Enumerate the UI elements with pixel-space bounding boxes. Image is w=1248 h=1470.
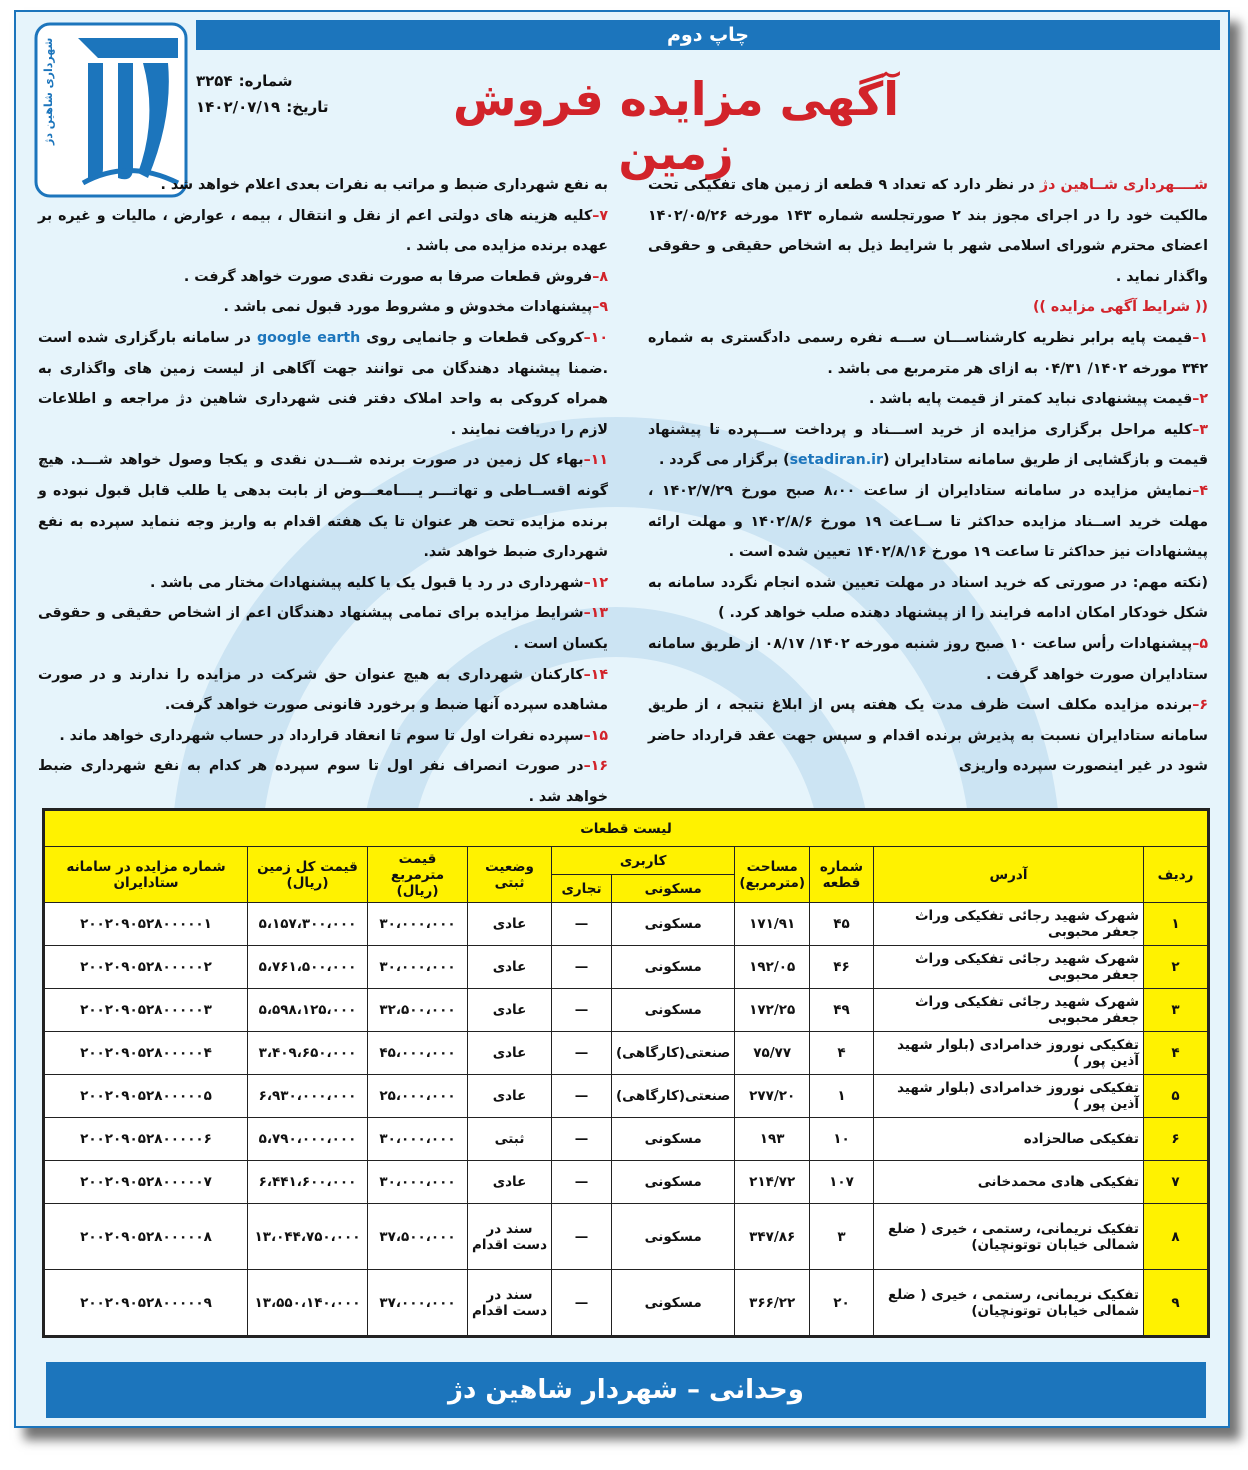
- condition-8: [38, 262, 608, 293]
- table-row: [45, 946, 1208, 989]
- logo-caption: شهرداری شاهین دژ: [42, 38, 55, 146]
- cell-area: ۱۹۳: [735, 1118, 810, 1161]
- condition-number: ۹–: [592, 299, 608, 316]
- condition-7: [38, 201, 608, 262]
- cell-area: ۷۵/۷۷: [735, 1032, 810, 1075]
- col-address: آدرس: [874, 847, 1144, 903]
- col-area: مساحت (مترمربع): [735, 847, 810, 903]
- cell-total-price: ۵،۷۶۱،۵۰۰،۰۰۰: [248, 946, 368, 989]
- cell-plot: ۱۰۷: [810, 1161, 874, 1204]
- table-row: [45, 989, 1208, 1032]
- intro-paragraph: [648, 170, 1208, 292]
- cell-price-per-m: ۳۰،۰۰۰،۰۰۰: [368, 903, 468, 946]
- cell-plot: ۱: [810, 1075, 874, 1118]
- plots-table-body: [45, 903, 1208, 1336]
- conditions-title: (( شرایط آگهی مزایده )): [1032, 299, 1208, 316]
- cell-commercial: —: [552, 1161, 612, 1204]
- intro-text: در نظر دارد که تعداد ۹ قطعه از زمین های تفکیکی تحت مالکیت خود را در اجرای مجوز بند ۲ صورتجلسه شماره ۱۴۳ مورخه ۱۴۰۲/۰۵/۲۶ اعضای محترم شورای اسلامی شهر با شرایط ذیل به اشخاص حقیقی و حقوقی واگذار نماید .: [648, 177, 1208, 285]
- plots-table: [44, 810, 1208, 1336]
- cell-total-price: ۱۳،۵۵۰،۱۴۰،۰۰۰: [248, 1270, 368, 1336]
- condition-1: [648, 323, 1208, 384]
- cell-auction-no: ۲۰۰۲۰۹۰۵۲۸۰۰۰۰۰۸: [45, 1204, 248, 1270]
- cell-row: ۳: [1144, 989, 1208, 1032]
- cell-usage: مسکونی: [612, 1204, 735, 1270]
- col-plot: شماره قطعه: [810, 847, 874, 903]
- cell-total-price: ۶،۹۳۰،۰۰۰،۰۰۰: [248, 1075, 368, 1118]
- cell-total-price: ۶،۴۴۱،۶۰۰،۰۰۰: [248, 1161, 368, 1204]
- condition-14: [38, 660, 608, 721]
- condition-number: ۳–: [1192, 421, 1208, 438]
- condition-text: کروکی قطعات و جانمایی روی: [360, 329, 584, 346]
- condition-text: نمایش مزایده در سامانه ستادایران از ساعت ۸،۰۰ صبح مورخ ۱۴۰۲/۷/۲۹ ، مهلت خرید اســناد مزایده حداکثر تا ســاعت ۱۹ مورخ ۱۴۰۲/۸/۶ و مهلت ارائه پیشنهادات نیز حداکثر تا ساعت ۱۹ مورخ ۱۴۰۲/۸/۱۶ تعیین شده است .: [648, 482, 1209, 561]
- cell-auction-no: ۲۰۰۲۰۹۰۵۲۸۰۰۰۰۰۴: [45, 1032, 248, 1075]
- condition-text: ) برگزار می گردد .: [658, 452, 790, 469]
- cell-address: شهرک شهید رجائی تفکیکی وراث جعفر محبوبی: [874, 989, 1144, 1032]
- col-auction-number: شماره مزایده در سامانه ستادایران: [45, 847, 248, 903]
- cell-row: ۶: [1144, 1118, 1208, 1161]
- notice-date-row: [196, 94, 376, 120]
- condition-5: [648, 629, 1208, 690]
- col-row: ردیف: [1144, 847, 1208, 903]
- cell-total-price: ۳،۴۰۹،۶۵۰،۰۰۰: [248, 1032, 368, 1075]
- condition-number: ۱۳–: [583, 605, 608, 622]
- cell-commercial: —: [552, 1118, 612, 1161]
- cell-usage: مسکونی: [612, 989, 735, 1032]
- cell-auction-no: ۲۰۰۲۰۹۰۵۲۸۰۰۰۰۰۱: [45, 903, 248, 946]
- notice-meta: [196, 68, 376, 120]
- cell-status: عادی: [468, 1075, 552, 1118]
- advertisement-frame: [14, 10, 1230, 1428]
- cell-row: ۵: [1144, 1075, 1208, 1118]
- cell-total-price: ۵،۱۵۷،۳۰۰،۰۰۰: [248, 903, 368, 946]
- condition-number: ۲–: [1192, 391, 1208, 408]
- cell-row: ۲: [1144, 946, 1208, 989]
- cell-auction-no: ۲۰۰۲۰۹۰۵۲۸۰۰۰۰۰۶: [45, 1118, 248, 1161]
- mayor-signature-bar: وحدانی – شهردار شاهین دژ: [46, 1362, 1206, 1418]
- condition-number: ۱۲–: [583, 574, 608, 591]
- condition-text: شهرداری در رد یا قبول یک یا کلیه پیشنهادات مختار می باشد .: [150, 574, 584, 591]
- cell-usage: مسکونی: [612, 1118, 735, 1161]
- col-residential: مسکونی: [612, 875, 735, 903]
- condition-number: ۶–: [1192, 697, 1208, 714]
- cell-status: عادی: [468, 903, 552, 946]
- table-title: لیست قطعات: [45, 811, 1208, 847]
- cell-row: ۱: [1144, 903, 1208, 946]
- condition-text: شرایط مزایده برای تمامی پیشنهاد دهندگان اعم از اشخاص حقیقی و حقوقی یکسان است .: [38, 605, 608, 652]
- condition-10: [38, 323, 608, 445]
- plots-table-container: [42, 808, 1210, 1338]
- cell-auction-no: ۲۰۰۲۰۹۰۵۲۸۰۰۰۰۰۹: [45, 1270, 248, 1336]
- cell-price-per-m: ۳۰،۰۰۰،۰۰۰: [368, 1118, 468, 1161]
- cell-commercial: —: [552, 946, 612, 989]
- cell-plot: ۴: [810, 1032, 874, 1075]
- condition-9: [38, 292, 608, 323]
- condition-3: [648, 415, 1208, 476]
- condition-number: ۱۱–: [583, 452, 608, 469]
- condition-6-continued: به نفع شهرداری ضبط و مراتب به نفرات بعدی اعلام خواهد شد .: [160, 177, 608, 193]
- table-row: [45, 1270, 1208, 1336]
- cell-row: ۴: [1144, 1032, 1208, 1075]
- condition-text: بهاء کل زمین در صورت برنده شـــدن نقدی و یکجا وصول خواهد شـــد. هیچ گونه اقســاطی و تهاتـــر یــــامعـــوض از بابت بدهی یا طلب قابل قبول نبوده و برنده مزایده تحت هر عنوان تا یک هفته اقدام به واریز وجه ننماید سپرده به نفع شهرداری ضبط خواهد شد.: [38, 452, 608, 561]
- table-row: [45, 1161, 1208, 1204]
- cell-plot: ۴۹: [810, 989, 874, 1032]
- condition-text: فروش قطعات صرفا به صورت نقدی صورت خواهد گرفت .: [183, 268, 593, 285]
- col-status: وضعیت ثبتی: [468, 847, 552, 903]
- table-row: [45, 903, 1208, 946]
- important-note: (نکته مهم: در صورتی که خرید اسناد در مهلت تعیین شده انجام نگردد سامانه به شکل خودکار امکان ادامه فرایند را از پیشنهاد دهنده صلب خواهد کرد. ): [648, 574, 1208, 622]
- notice-date-label: تاریخ:: [286, 98, 329, 116]
- condition-text: قیمت پیشنهادی نباید کمتر از قیمت پایه باشد .: [869, 391, 1193, 408]
- condition-text: کارکنان شهرداری به هیچ عنوان حق شرکت در مزایده را ندارند و در صورت مشاهده سپرده آنها ضبط و برخورد قانونی صورت خواهد گرفت.: [38, 666, 608, 714]
- cell-auction-no: ۲۰۰۲۰۹۰۵۲۸۰۰۰۰۰۷: [45, 1161, 248, 1204]
- conditions-column-right: [648, 170, 1208, 782]
- cell-commercial: —: [552, 1075, 612, 1118]
- condition-number: ۸–: [592, 268, 608, 285]
- cell-commercial: —: [552, 1270, 612, 1336]
- setadiran-link[interactable]: setadiran.ir: [789, 452, 883, 469]
- col-usage: کاربری: [552, 847, 735, 875]
- condition-4: [648, 476, 1208, 568]
- condition-text: در سامانه بارگزاری شده است .ضمنا پیشنهاد دهندگان می توانند جهت آگاهی از لیست زمین های واگذاری به همراه کروکی به واحد املاک دفتر فنی شهرداری شاهین دژ مراجعه و اطلاعات لازم را دریافت نمایند .: [38, 329, 608, 438]
- cell-address: شهرک شهید رجائی تفکیکی وراث جعفر محبوبی: [874, 903, 1144, 946]
- col-total-price: قیمت کل زمین (ریال): [248, 847, 368, 903]
- cell-price-per-m: ۳۲،۵۰۰،۰۰۰: [368, 989, 468, 1032]
- cell-area: ۲۱۴/۷۲: [735, 1161, 810, 1204]
- cell-area: ۲۷۷/۲۰: [735, 1075, 810, 1118]
- cell-total-price: ۵،۷۹۰،۰۰۰،۰۰۰: [248, 1118, 368, 1161]
- google-earth-link[interactable]: google earth: [256, 329, 361, 346]
- condition-number: ۱۴–: [583, 666, 608, 683]
- cell-row: ۹: [1144, 1270, 1208, 1336]
- cell-status: سند در دست اقدام: [468, 1204, 552, 1270]
- cell-price-per-m: ۴۵،۰۰۰،۰۰۰: [368, 1032, 468, 1075]
- condition-number: ۷–: [592, 207, 608, 224]
- print-edition-banner: چاپ دوم: [196, 20, 1220, 50]
- cell-price-per-m: ۳۰،۰۰۰،۰۰۰: [368, 946, 468, 989]
- cell-plot: ۲۰: [810, 1270, 874, 1336]
- cell-price-per-m: ۲۵،۰۰۰،۰۰۰: [368, 1075, 468, 1118]
- cell-price-per-m: ۳۷،۰۰۰،۰۰۰: [368, 1270, 468, 1336]
- cell-status: ثبتی: [468, 1118, 552, 1161]
- cell-commercial: —: [552, 1204, 612, 1270]
- cell-usage: مسکونی: [612, 903, 735, 946]
- cell-plot: ۴۵: [810, 903, 874, 946]
- cell-address: تفکیکی نوروز خدامرادی (بلوار شهید آذین پور ): [874, 1075, 1144, 1118]
- condition-16: [38, 751, 608, 812]
- cell-row: ۸: [1144, 1204, 1208, 1270]
- cell-area: ۳۶۶/۲۲: [735, 1270, 810, 1336]
- cell-auction-no: ۲۰۰۲۰۹۰۵۲۸۰۰۰۰۰۳: [45, 989, 248, 1032]
- condition-text: پیشنهادات رأس ساعت ۱۰ صبح روز شنبه مورخه ۱۴۰۲/ ۰۸/۱۷ از طریق سامانه ستادایران صورت خواهد گرفت .: [648, 635, 1208, 683]
- cell-address: تفکیکی هادی محمدخانی: [874, 1161, 1144, 1204]
- cell-total-price: ۵،۵۹۸،۱۲۵،۰۰۰: [248, 989, 368, 1032]
- condition-text: کلیه مراحل برگزاری مزایده از خرید اســـناد و پرداخت ســـپرده تا پیشنهاد قیمت و بازگشایی از طریق سامانه ستادایران (: [648, 421, 1208, 469]
- cell-status: عادی: [468, 989, 552, 1032]
- cell-address: شهرک شهید رجائی تفکیکی وراث جعفر محبوبی: [874, 946, 1144, 989]
- cell-plot: ۱۰: [810, 1118, 874, 1161]
- condition-13: [38, 598, 608, 659]
- cell-auction-no: ۲۰۰۲۰۹۰۵۲۸۰۰۰۰۰۵: [45, 1075, 248, 1118]
- cell-address: تفکیکی نوروز خدامرادی (بلوار شهید آذین پور ): [874, 1032, 1144, 1075]
- condition-number: ۱–: [1192, 329, 1208, 346]
- condition-2: [648, 384, 1208, 415]
- cell-area: ۱۷۱/۹۱: [735, 903, 810, 946]
- cell-usage: صنعتی(کارگاهی): [612, 1032, 735, 1075]
- cell-area: ۱۹۲/۰۵: [735, 946, 810, 989]
- cell-commercial: —: [552, 1032, 612, 1075]
- cell-area: ۱۷۲/۲۵: [735, 989, 810, 1032]
- condition-number: ۱۵–: [583, 727, 608, 744]
- notice-date: ۱۴۰۲/۰۷/۱۹: [196, 98, 281, 116]
- cell-status: عادی: [468, 1161, 552, 1204]
- cell-price-per-m: ۳۰،۰۰۰،۰۰۰: [368, 1161, 468, 1204]
- table-row: [45, 1204, 1208, 1270]
- cell-auction-no: ۲۰۰۲۰۹۰۵۲۸۰۰۰۰۰۲: [45, 946, 248, 989]
- cell-address: تفکیک نریمانی، رستمی ، خیری ( ضلع شمالی خیابان توتونچیان): [874, 1204, 1144, 1270]
- cell-commercial: —: [552, 903, 612, 946]
- condition-text: قیمت پایه برابر نظریه کارشناســـان ســـه نفره رسمی دادگستری به شماره ۳۴۲ مورخه ۱۴۰۲/ ۰۴/۳۱ به ازای هر مترمربع می باشد .: [648, 329, 1208, 377]
- condition-11: [38, 445, 608, 567]
- table-row: [45, 1032, 1208, 1075]
- cell-row: ۷: [1144, 1161, 1208, 1204]
- cell-address: تفکیک نریمانی، رستمی ، خیری ( ضلع شمالی خیابان توتونچیان): [874, 1270, 1144, 1336]
- cell-address: تفکیکی صالحزاده: [874, 1118, 1144, 1161]
- notice-number: ۳۲۵۴: [196, 72, 233, 90]
- cell-usage: مسکونی: [612, 946, 735, 989]
- condition-6: [648, 690, 1208, 782]
- col-price-per-meter: قیمت مترمربع (ریال): [368, 847, 468, 903]
- cell-status: سند در دست اقدام: [468, 1270, 552, 1336]
- cell-status: عادی: [468, 1032, 552, 1075]
- cell-usage: صنعتی(کارگاهی): [612, 1075, 735, 1118]
- cell-usage: مسکونی: [612, 1270, 735, 1336]
- cell-commercial: —: [552, 989, 612, 1032]
- intro-lead: شــــهرداری شــاهین دژ: [1039, 177, 1208, 193]
- condition-text: برنده مزایده مکلف است ظرف مدت یک هفته پس از ابلاغ نتیجه ، از طریق سامانه ستادایران نسبت به پذیرش برنده اقدام و سپس جهت عقد قرارداد حاضر شود در غیر اینصورت سپرده واریزی: [648, 697, 1208, 775]
- condition-15: [38, 721, 608, 752]
- condition-number: ۴–: [1192, 482, 1208, 499]
- page-title: آگهی مزایده فروش زمین: [452, 72, 900, 180]
- cell-price-per-m: ۳۷،۵۰۰،۰۰۰: [368, 1204, 468, 1270]
- table-row: [45, 1118, 1208, 1161]
- condition-number: ۱۶–: [583, 758, 608, 775]
- condition-number: ۱۰–: [583, 329, 608, 346]
- condition-text: پیشنهادات مخدوش و مشروط مورد قبول نمی باشد .: [223, 299, 593, 316]
- cell-plot: ۳: [810, 1204, 874, 1270]
- condition-text: کلیه هزینه های دولتی اعم از نقل و انتقال ، بیمه ، عوارض ، مالیات و غیره بر عهده برنده مزایده می باشد .: [38, 207, 608, 255]
- table-row: [45, 1075, 1208, 1118]
- cell-total-price: ۱۳،۰۴۴،۷۵۰،۰۰۰: [248, 1204, 368, 1270]
- cell-usage: مسکونی: [612, 1161, 735, 1204]
- col-commercial: تجاری: [552, 875, 612, 903]
- cell-status: عادی: [468, 946, 552, 989]
- condition-12: [38, 568, 608, 599]
- notice-number-row: [196, 68, 376, 94]
- cell-area: ۳۴۷/۸۶: [735, 1204, 810, 1270]
- notice-number-label: شماره:: [238, 72, 293, 90]
- condition-text: در صورت انصراف نفر اول تا سوم سپرده هر کدام به نفع شهرداری ضبط خواهد شد .: [38, 758, 608, 805]
- condition-text: سپرده نفرات اول تا سوم تا انعقاد قرارداد در حساب شهرداری خواهد ماند .: [59, 727, 584, 744]
- cell-plot: ۴۶: [810, 946, 874, 989]
- condition-number: ۵–: [1192, 635, 1209, 652]
- conditions-column-left: [38, 170, 608, 812]
